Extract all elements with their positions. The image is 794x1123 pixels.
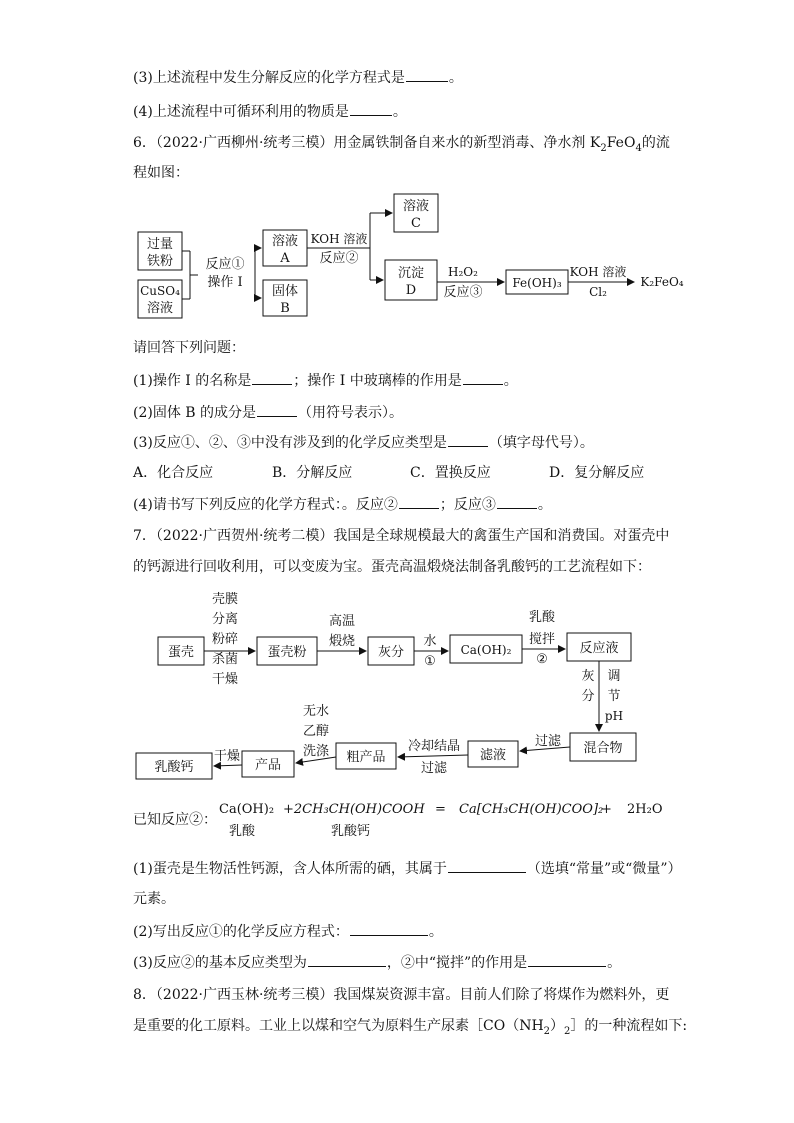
q6-4-line xyxy=(133,494,552,515)
q6-2-line xyxy=(133,402,403,423)
ash-label: 灰分 xyxy=(377,645,405,660)
q5-3-line xyxy=(133,67,463,88)
text: (3)反应②的基本反应类型为 xyxy=(133,955,307,971)
step3-label: 水 xyxy=(423,634,437,649)
option-c[interactable]: C．置换反应 xyxy=(410,465,491,481)
q7-heading xyxy=(133,526,669,546)
text: ，②中“搅拌”的作用是 xyxy=(386,955,528,971)
text: （填字母代号）。 xyxy=(488,435,594,451)
h2o2-label: H₂O₂ xyxy=(448,265,478,279)
text: (3)反应①、②、③中没有涉及到的化学反应类型是 xyxy=(133,435,447,451)
step4-label: ② xyxy=(536,652,548,667)
answer-blank[interactable] xyxy=(528,952,606,967)
operation1-label: 操作 I xyxy=(207,275,243,290)
text: (1)操作 I 的名称是 xyxy=(133,373,252,389)
calcium-lactate-label: 乳酸钙 xyxy=(154,760,194,775)
vertical-left-label: 灰 xyxy=(581,669,595,684)
solution-c-label: 溶液 xyxy=(402,199,430,214)
step2-label: 煅烧 xyxy=(328,634,356,649)
text: (4)请书写下列反应的化学方程式：。反应② xyxy=(133,497,398,513)
text: 。 xyxy=(503,373,518,389)
option-a[interactable]: A．化合反应 xyxy=(133,465,214,481)
answer-blank[interactable] xyxy=(463,370,503,385)
q6-options xyxy=(133,463,644,483)
text: 。 xyxy=(537,497,552,513)
step1-label: 壳膜 xyxy=(211,592,239,607)
text: (4)上述流程中可循环利用的物质是 xyxy=(133,104,349,120)
text: 。 xyxy=(392,104,407,120)
k2feo4-label: K₂FeO₄ xyxy=(640,275,684,289)
text: 6．（2022·广西柳州·统考三模）用金属铁制备自来水的新型消毒、净水剂 K xyxy=(133,135,601,151)
vertical-left-label: 分 xyxy=(581,689,595,704)
answer-blank[interactable] xyxy=(497,494,537,509)
step4-label: 搅拌 xyxy=(528,632,556,647)
vertical-right-label: pH xyxy=(604,709,624,723)
solution-a-label: 溶液 xyxy=(271,234,299,249)
eq-rhs1: Ca[CH₃CH(OH)COO]₂ xyxy=(459,802,604,817)
solution-a-label: A xyxy=(280,251,290,266)
cuso4-label: 溶液 xyxy=(146,301,174,316)
q6-ask xyxy=(133,338,245,358)
text: 元素。 xyxy=(133,891,175,907)
q8-heading-cont: 是重要的化工原料。工业上以煤和空气为原料生产尿素$[CO(NH_2)_2]$的一种流程如下: xyxy=(133,1018,688,1037)
cool-label: 过滤 xyxy=(420,761,448,776)
step1-label: 干燥 xyxy=(211,672,239,687)
reaction1-label: 反应① xyxy=(205,257,245,272)
eq-equals: = xyxy=(435,802,446,817)
eq-under2: 乳酸钙 xyxy=(331,824,371,839)
q7-heading-cont xyxy=(133,557,651,577)
filter1-label: 过滤 xyxy=(534,734,562,749)
q6-heading: 6．（2022·广西柳州·统考三模）用金属铁制备自来水的新型消毒、净水剂 $K_2FeO_4$的流 xyxy=(133,135,670,154)
cl2-label: Cl₂ xyxy=(589,285,607,299)
eq-rhs2: 2H₂O xyxy=(627,802,663,817)
wash-label: 无水 xyxy=(302,704,330,719)
answer-blank[interactable] xyxy=(308,952,386,967)
precipitate-d-label: 沉淀 xyxy=(397,266,425,281)
answer-blank[interactable] xyxy=(350,101,392,116)
reaction-liquid-label: 反应液 xyxy=(579,641,619,656)
text: (3)上述流程中发生分解反应的化学方程式是 xyxy=(133,70,405,86)
answer-blank[interactable] xyxy=(448,858,526,873)
text: (1)蛋壳是生物活性钙源，含人体所需的硒，其属于 xyxy=(133,861,447,877)
cool-label: 冷却结晶 xyxy=(407,739,461,754)
text: 已知反应②： xyxy=(133,812,217,828)
answer-blank[interactable] xyxy=(399,494,439,509)
q7-1-cont xyxy=(133,889,175,909)
answer-blank[interactable] xyxy=(406,67,448,82)
flowchart-2 xyxy=(130,585,650,785)
answer-blank[interactable] xyxy=(448,432,488,447)
step4-label: 乳酸 xyxy=(528,610,556,625)
text: (2)写出反应①的化学反应方程式： xyxy=(133,924,349,940)
q7-1-line xyxy=(133,858,681,879)
text: ；反应③ xyxy=(439,497,496,513)
crude-product-label: 粗产品 xyxy=(346,750,386,765)
flowchart-1 xyxy=(130,190,700,325)
text: 7．（2022·广西贺州·统考二模）我国是全球规模最大的禽蛋生产国和消费国。对蛋壳中 xyxy=(133,528,670,544)
text: 8．（2022·广西玉林·统考三模）我国煤炭资源丰富。目前人们除了将煤作为燃料外，更 xyxy=(133,987,670,1003)
dry-label: 干燥 xyxy=(213,749,241,764)
precipitate-d-label: D xyxy=(405,283,417,298)
q7-3-line xyxy=(133,952,621,973)
caoh2-label: Ca(OH)₂ xyxy=(460,643,512,657)
iron-powder-label: 过量 xyxy=(146,237,174,252)
text: 。 xyxy=(607,955,622,971)
eq-plus2: + xyxy=(601,802,612,817)
q6-1-line xyxy=(133,370,518,391)
q5-4-line xyxy=(133,101,407,122)
text: ） xyxy=(550,1018,565,1034)
q8-heading xyxy=(133,985,669,1005)
cuso4-label: CuSO₄ xyxy=(140,284,180,298)
step1-label: 分离 xyxy=(211,612,239,627)
iron-powder-label: 铁粉 xyxy=(146,254,174,269)
eggshell-powder-label: 蛋壳粉 xyxy=(267,645,307,660)
step1-label: 杀菌 xyxy=(211,652,239,667)
vertical-right-label: 节 xyxy=(607,689,621,704)
solid-b-label: B xyxy=(280,301,290,316)
text: 的钙源进行回收利用，可以变废为宝。蛋壳高温煅烧法制备乳酸钙的工艺流程如下： xyxy=(133,559,651,575)
text: (2)固体 B 的成分是 xyxy=(133,405,257,421)
text: （选填“常量”或“微量”） xyxy=(526,861,682,877)
known-label xyxy=(133,810,217,830)
text: ］的一种流程如下: xyxy=(570,1018,688,1034)
eq-plus1: +2CH₃CH(OH)COOH xyxy=(283,802,425,817)
text: 。 xyxy=(428,924,443,940)
option-b[interactable]: B．分解反应 xyxy=(272,465,353,481)
text: 的流 xyxy=(641,135,670,151)
answer-blank[interactable] xyxy=(257,402,297,417)
wash-label: 洗涤 xyxy=(302,744,330,759)
reaction-equation xyxy=(215,797,665,841)
step2-label: 高温 xyxy=(328,614,356,629)
text: ；操作 I 中玻璃棒的作用是 xyxy=(293,373,462,389)
step3-label: ① xyxy=(424,654,436,669)
solid-b-label: 固体 xyxy=(271,284,299,299)
koh-label: KOH 溶液 xyxy=(310,232,368,246)
text: 程如图： xyxy=(133,165,189,181)
eq-lhs1: Ca(OH)₂ xyxy=(219,802,275,817)
reaction2-label: 反应② xyxy=(319,251,359,266)
vertical-right-label: 调 xyxy=(607,669,621,684)
text: 。 xyxy=(448,70,463,86)
reaction3-label: 反应③ xyxy=(443,285,483,300)
text: FeO xyxy=(606,135,636,151)
answer-blank[interactable] xyxy=(252,370,292,385)
eggshell-box-label: 蛋壳 xyxy=(167,645,195,660)
answer-blank[interactable] xyxy=(350,921,428,936)
koh2-label: KOH 溶液 xyxy=(569,265,627,279)
option-d[interactable]: D．复分解反应 xyxy=(549,465,645,481)
mixture-label: 混合物 xyxy=(583,741,623,756)
text: 请回答下列问题： xyxy=(133,340,245,356)
product-label: 产品 xyxy=(254,758,282,773)
text: 是重要的化工原料。工业上以煤和空气为原料生产尿素［CO（NH xyxy=(133,1018,544,1034)
eq-under1: 乳酸 xyxy=(229,824,256,839)
filtrate-label: 滤液 xyxy=(479,748,507,763)
q6-3-line xyxy=(133,432,594,453)
q7-2-line xyxy=(133,921,443,942)
solution-c-label: C xyxy=(411,216,421,231)
text: （用符号表示）。 xyxy=(298,405,404,421)
step1-label: 粉碎 xyxy=(211,632,239,647)
q6-heading-cont xyxy=(133,163,189,183)
feoh3-label: Fe(OH)₃ xyxy=(512,276,562,290)
wash-label: 乙醇 xyxy=(302,724,330,739)
